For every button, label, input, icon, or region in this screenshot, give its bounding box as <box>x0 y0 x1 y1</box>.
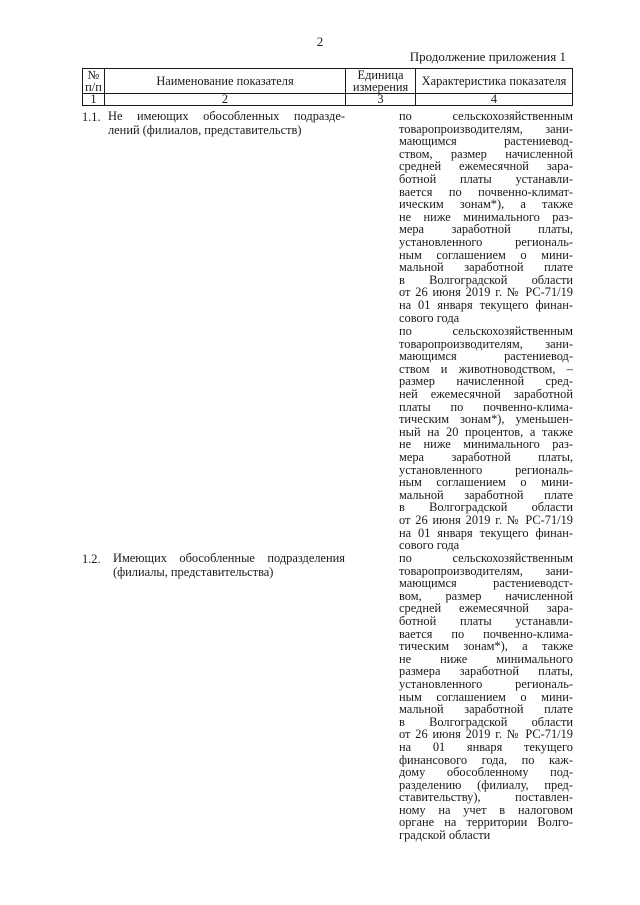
characteristic-line: от 26 июня 2019 г. № РС-71/19 <box>399 285 573 300</box>
characteristic-line: от 26 июня 2019 г. № РС-71/19 <box>399 727 573 742</box>
indicator-name-line: Имеющих обособленные подразделения <box>113 551 345 565</box>
characteristic-line: установленного региональ- <box>399 234 573 249</box>
characteristic-line: товаропроизводителям, зани- <box>399 121 573 136</box>
characteristic-line: мера заработной платы, <box>399 222 573 237</box>
characteristic-line: мальной заработной плате <box>399 487 573 502</box>
characteristic-line: ическим зонам*), а также <box>399 197 573 212</box>
characteristic-line: на 01 января текущего <box>399 739 573 754</box>
row-number: 1.1. <box>82 110 101 124</box>
characteristic-line: органе на территории Волго- <box>399 815 573 830</box>
characteristic-line: не ниже минимального раз- <box>399 437 573 452</box>
characteristic-line: по сельскохозяйственным <box>399 109 573 123</box>
characteristic-line: товаропроизводителям, зани- <box>399 563 573 578</box>
characteristic-line: вом, размер начисленной <box>399 588 573 603</box>
indicator-name <box>113 552 345 579</box>
column-header-indicator-name: Наименование показателя <box>105 69 346 94</box>
characteristic-line: разделению (филиалу, пред- <box>399 777 573 792</box>
characteristic-line: средней ежемесячной зара- <box>399 159 573 174</box>
column-number-3: 3 <box>346 94 416 106</box>
characteristic-line: мающимся растениеводст- <box>399 576 573 591</box>
characteristic-line: ному на учет в налоговом <box>399 802 573 817</box>
characteristic-line: по сельскохозяйственным <box>399 551 573 565</box>
characteristic-line: вается по почвенно-климат- <box>399 184 573 199</box>
characteristic-line: тическим зонам*), уменьшен- <box>399 412 573 427</box>
characteristic-line: ботной платы устанавли- <box>399 171 573 186</box>
characteristic-line: средней ежемесячной зара- <box>399 601 573 616</box>
characteristic-line: мальной заработной плате <box>399 702 573 717</box>
indicator-name-line: лений (филиалов, представительств) <box>108 122 302 137</box>
characteristic-line: вается по почвенно-клима- <box>399 626 573 641</box>
characteristic-text <box>399 325 573 552</box>
characteristic-line: от 26 июня 2019 г. № РС-71/19 <box>399 512 573 527</box>
characteristic-line: ней ежемесячной заработной <box>399 386 573 401</box>
column-number-4: 4 <box>416 94 573 106</box>
characteristic-line: в Волгоградской области <box>399 500 573 515</box>
characteristic-text <box>399 110 573 324</box>
characteristic-line: в Волгоградской области <box>399 714 573 729</box>
characteristic-line: мающимся растениевод- <box>399 349 573 364</box>
indicator-name-line: (филиалы, представительства) <box>113 564 274 579</box>
characteristic-line: в Волгоградской области <box>399 272 573 287</box>
characteristic-line: не ниже минимального <box>399 651 573 666</box>
indicator-name <box>108 110 345 137</box>
characteristic-line: на 01 января текущего финан- <box>399 297 573 312</box>
characteristic-line: мающимся растениевод- <box>399 134 573 149</box>
characteristic-line: дому обособленному под- <box>399 765 573 780</box>
column-number-2: 2 <box>105 94 346 106</box>
characteristic-line: сового года <box>399 310 460 325</box>
page-number: 2 <box>316 34 324 49</box>
characteristic-line: размер начисленной сред- <box>399 374 573 389</box>
column-number-1: 1 <box>83 94 105 106</box>
characteristic-line: ным соглашением о мини- <box>399 475 573 490</box>
characteristic-line: платы по почвенно-клима- <box>399 399 573 414</box>
characteristic-line: ным соглашением о мини- <box>399 247 573 262</box>
characteristic-text <box>399 552 573 842</box>
characteristic-line: ставительству), поставлен- <box>399 790 573 805</box>
characteristic-line: тическим зонам*), а также <box>399 639 573 654</box>
characteristic-line: мальной заработной плате <box>399 260 573 275</box>
row-number: 1.2. <box>82 552 101 566</box>
characteristic-line: сового года <box>399 538 460 553</box>
characteristic-line: установленного региональ- <box>399 676 573 691</box>
characteristic-line: размера заработной платы, <box>399 664 573 679</box>
indicator-name-line: Не имеющих обособленных подразде- <box>108 109 345 123</box>
table-header <box>82 68 573 106</box>
characteristic-line: ботной платы устанавли- <box>399 613 573 628</box>
column-header-unit: Единица измерения <box>346 69 416 94</box>
characteristic-line: финансового года, по каж- <box>399 752 573 767</box>
appendix-continuation-label: Продолжение приложения 1 <box>409 49 566 64</box>
characteristic-line: ным соглашением о мини- <box>399 689 573 704</box>
characteristic-line: мера заработной платы, <box>399 449 573 464</box>
characteristic-line: ный на 20 процентов, а также <box>399 424 573 439</box>
characteristic-line: установленного региональ- <box>399 462 573 477</box>
characteristic-line: товаропроизводителям, зани- <box>399 336 573 351</box>
column-header-number: № п/п <box>83 69 105 94</box>
characteristic-line: на 01 января текущего финан- <box>399 525 573 540</box>
characteristic-line: ством и животноводством, – <box>399 361 573 376</box>
characteristic-line: градской области <box>399 828 491 843</box>
characteristic-line: не ниже минимального раз- <box>399 209 573 224</box>
characteristic-line: ством, размер начисленной <box>399 146 573 161</box>
column-header-characteristic: Характеристика показателя <box>416 69 573 94</box>
characteristic-line: по сельскохозяйственным <box>399 324 573 338</box>
